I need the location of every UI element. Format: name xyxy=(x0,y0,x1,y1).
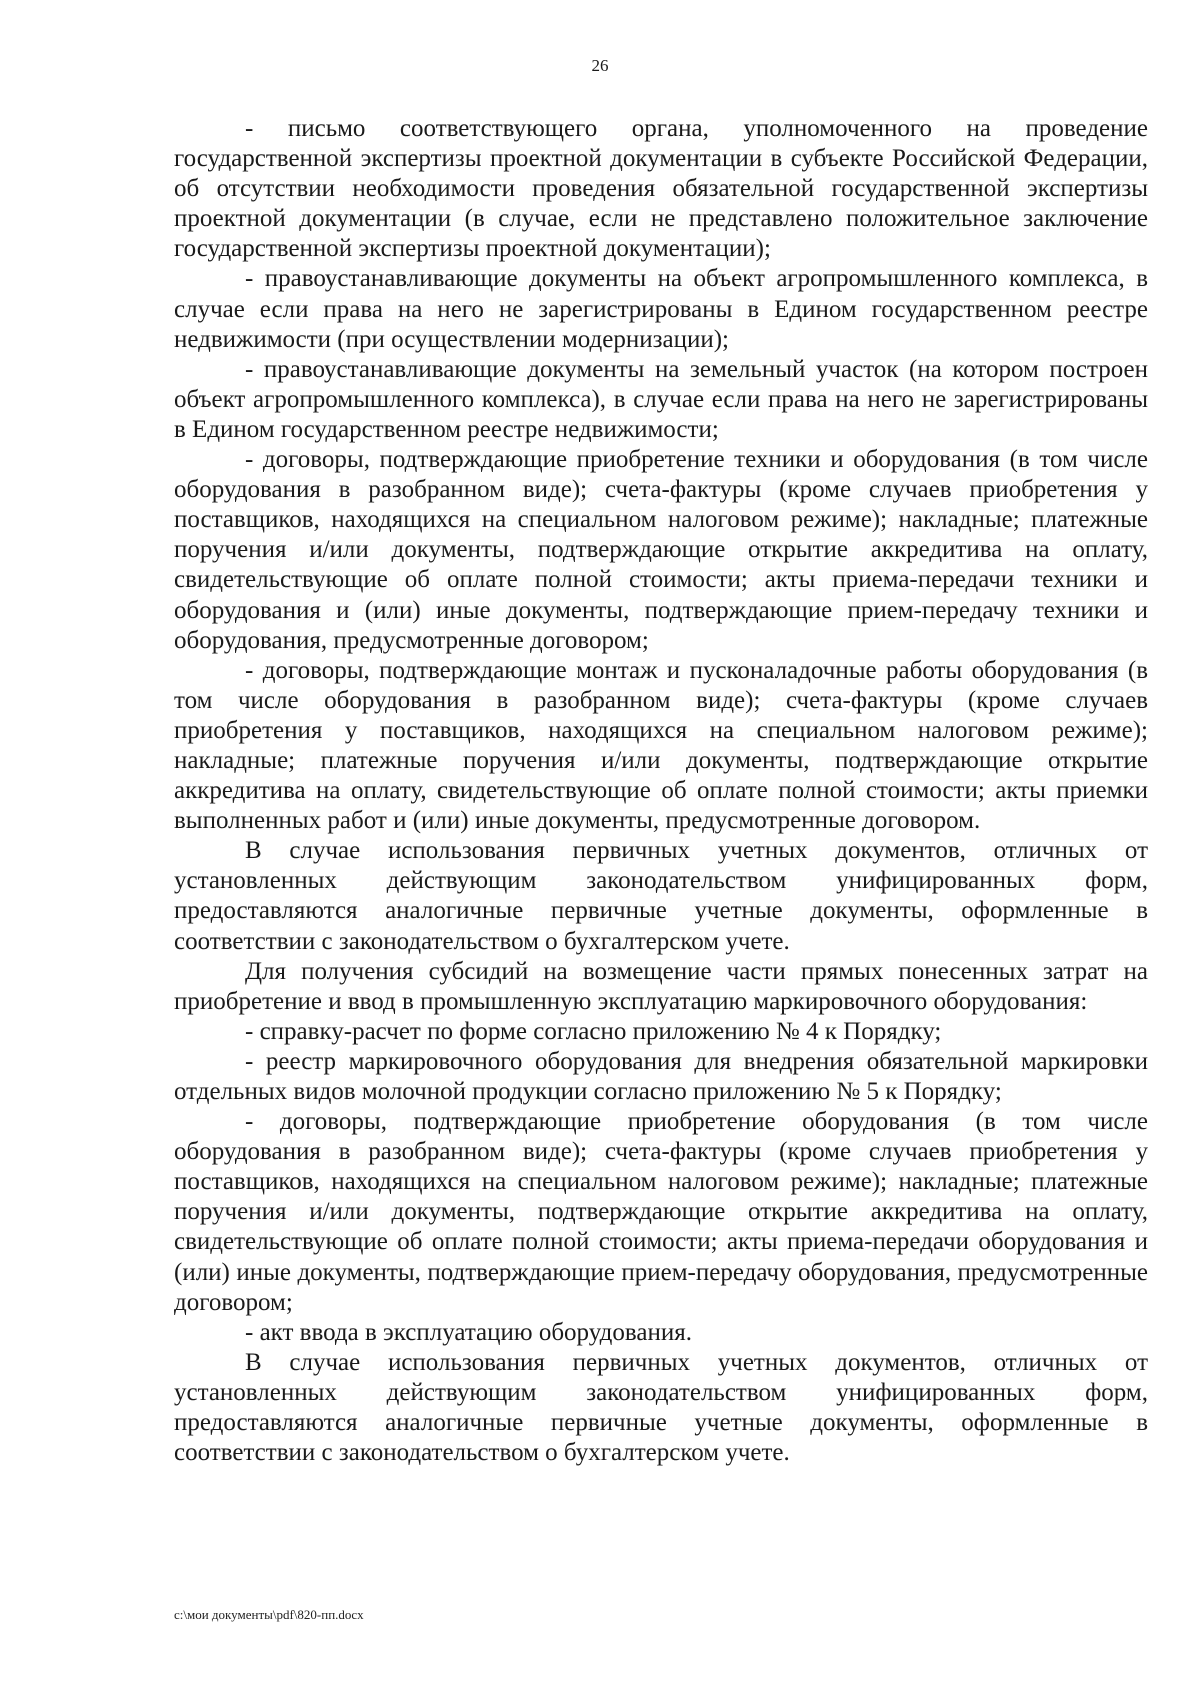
paragraph-expert-letter: - письмо соответствующего органа, уполномоченного на проведение государственной экспертизы проектной документации в субъекте Российской Федерации, об отсутствии необходимости проведения обязательной государственной экспертизы проектной документации (в случае, если не представлено положительное заключение государственной экспертизы проектной документации); xyxy=(174,115,1148,263)
footer-file-path: c:\мои документы\pdf\820-пп.docx xyxy=(174,1607,364,1622)
paragraph-title-docs-land: - правоустанавливающие документы на земельный участок (на котором построен объект агропромышленного комплекса), в случае если права на него не зарегистрированы в Едином государственном реестре недвижимости; xyxy=(174,355,1148,443)
paragraph-calculation-certificate: - справку-расчет по форме согласно приложению № 4 к Порядку; xyxy=(245,1017,942,1045)
paragraph-contracts-installation: - договоры, подтверждающие монтаж и пусконаладочные работы оборудования (в том числе оборудования в разобранном виде); счета-фактуры (кроме случаев приобретения у поставщиков, находящихся на специальном налоговом режиме); накладные; платежные поручения и/или документы, подтверждающие открытие аккредитива на оплату, свидетельствующие об оплате полной стоимости; акты приемки выполненных работ и (или) иные документы, предусмотренные договором. xyxy=(174,656,1148,835)
paragraph-marking-subsidy-intro: Для получения субсидий на возмещение части прямых понесенных затрат на приобретение и ввод в промышленную эксплуатацию маркировочного оборудования: xyxy=(174,957,1148,1015)
paragraph-primary-docs-note-2: В случае использования первичных учетных документов, отличных от установленных действующим законодательством унифицированных форм, предоставляются аналогичные первичные учетные документы, оформленные в соответствии с законодательством о бухгалтерском учете. xyxy=(174,1348,1148,1467)
paragraph-commissioning-act: - акт ввода в эксплуатацию оборудования. xyxy=(245,1318,692,1346)
paragraph-contracts-marking-equipment: - договоры, подтверждающие приобретение оборудования (в том числе оборудования в разобранном виде); счета-фактуры (кроме случаев приобретения у поставщиков, находящихся на специальном налоговом режиме); накладные; платежные поручения и/или документы, подтверждающие открытие аккредитива на оплату, свидетельствующие об оплате полной стоимости; акты приема-передачи оборудования и (или) иные документы, подтверждающие прием-передачу оборудования, предусмотренные договором; xyxy=(174,1108,1148,1316)
paragraph-contracts-equipment: - договоры, подтверждающие приобретение техники и оборудования (в том числе оборудования в разобранном виде); счета-фактуры (кроме случаев приобретения у поставщиков, находящихся на специальном налоговом режиме); накладные; платежные поручения и/или документы, подтверждающие открытие аккредитива на оплату, свидетельствующие об оплате полной стоимости; акты приема-передачи техники и оборудования и (или) иные документы, подтверждающие прием-передачу техники и оборудования, предусмотренные договором; xyxy=(174,446,1148,654)
page-number: 26 xyxy=(591,56,609,75)
paragraph-primary-docs-note: В случае использования первичных учетных документов, отличных от установленных действующим законодательством унифицированных форм, предоставляются аналогичные первичные учетные документы, оформленные в соответствии с законодательством о бухгалтерском учете. xyxy=(174,837,1148,955)
paragraph-marking-equipment-registry: - реестр маркировочного оборудования для внедрения обязательной маркировки отдельных видов молочной продукции согласно приложению № 5 к Порядку; xyxy=(174,1047,1148,1105)
paragraph-title-docs-facility: - правоустанавливающие документы на объект агропромышленного комплекса, в случае если права на него не зарегистрированы в Едином государственном реестре недвижимости (при осуществлении модернизации); xyxy=(174,265,1148,353)
document-body xyxy=(174,114,1148,1468)
